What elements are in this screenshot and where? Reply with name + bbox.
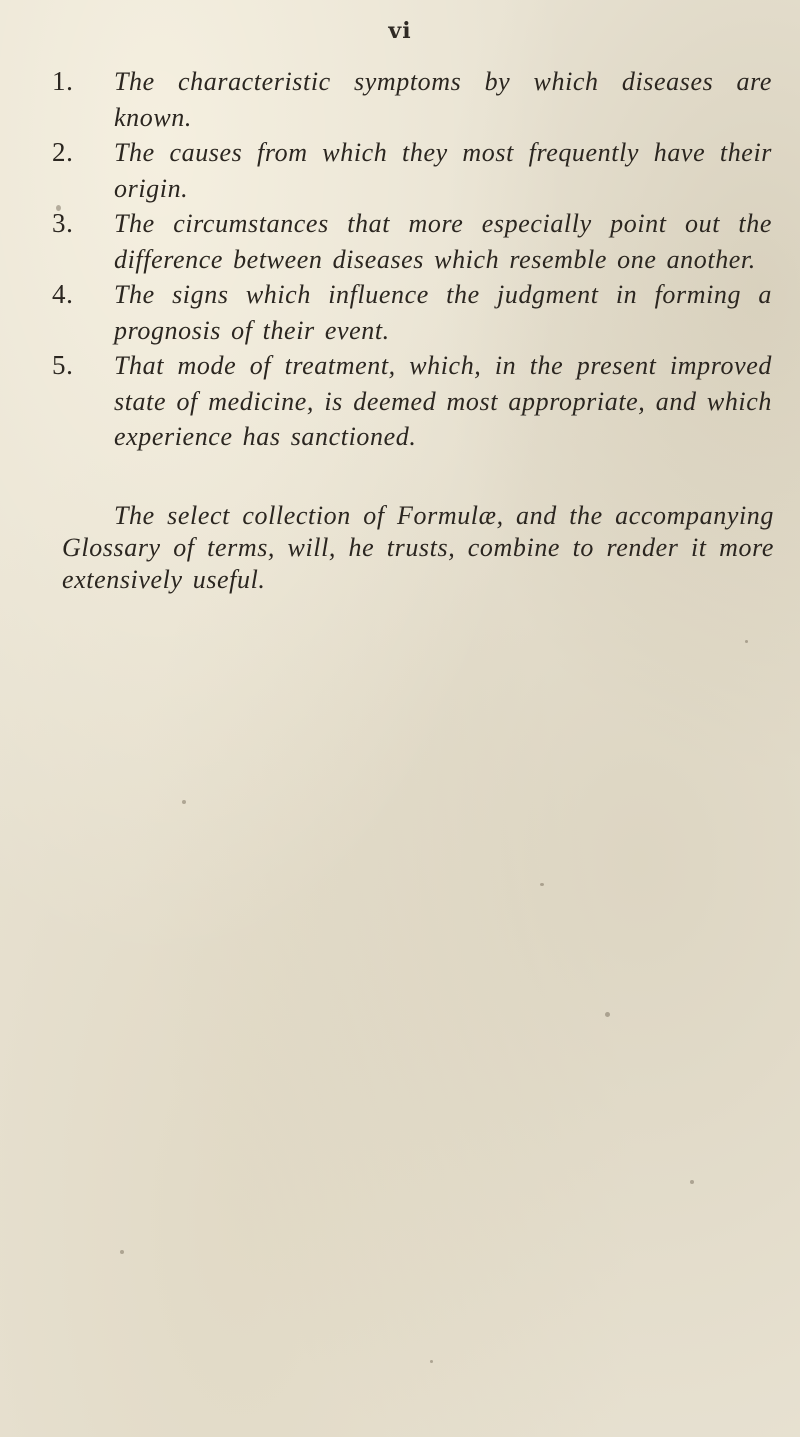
closing-paragraph: The select collection of Formulæ, and the accompanying Glossary of terms, will, he trusts, combine to render it more extensively useful. xyxy=(62,501,774,594)
paper-speck xyxy=(540,883,544,886)
list-item-number: 1. xyxy=(52,66,74,96)
paper-speck xyxy=(430,1360,433,1363)
list-item-number: 4. xyxy=(52,279,74,309)
paper-speck xyxy=(182,800,186,804)
list-item xyxy=(52,64,772,135)
list-item-text: That mode of treatment, which, in the present improved state of medicine, is deemed most appropriate, and which experience has sanctioned. xyxy=(114,351,772,451)
list-item-text: The circumstances that more especially point out the difference between diseases which resemble one another. xyxy=(114,209,772,274)
list-item-number: 2. xyxy=(52,137,74,167)
list-item-number: 3. xyxy=(52,208,74,238)
list-item xyxy=(52,135,772,206)
list-item xyxy=(52,206,772,277)
numbered-list xyxy=(52,64,772,455)
page-number: vi xyxy=(388,18,412,44)
list-item xyxy=(52,277,772,348)
list-item-text: The characteristic symptoms by which diseases are known. xyxy=(114,67,772,132)
list-item xyxy=(52,348,772,455)
paper-speck xyxy=(605,1012,610,1017)
paper-speck xyxy=(56,205,61,211)
paper-speck xyxy=(120,1250,124,1254)
paper-speck xyxy=(745,640,748,643)
paper-speck xyxy=(690,1180,694,1184)
list-item-text: The causes from which they most frequently have their origin. xyxy=(114,138,772,203)
list-item-text: The signs which influence the judgment in forming a prognosis of their event. xyxy=(114,280,772,345)
list-item-number: 5. xyxy=(52,350,74,380)
